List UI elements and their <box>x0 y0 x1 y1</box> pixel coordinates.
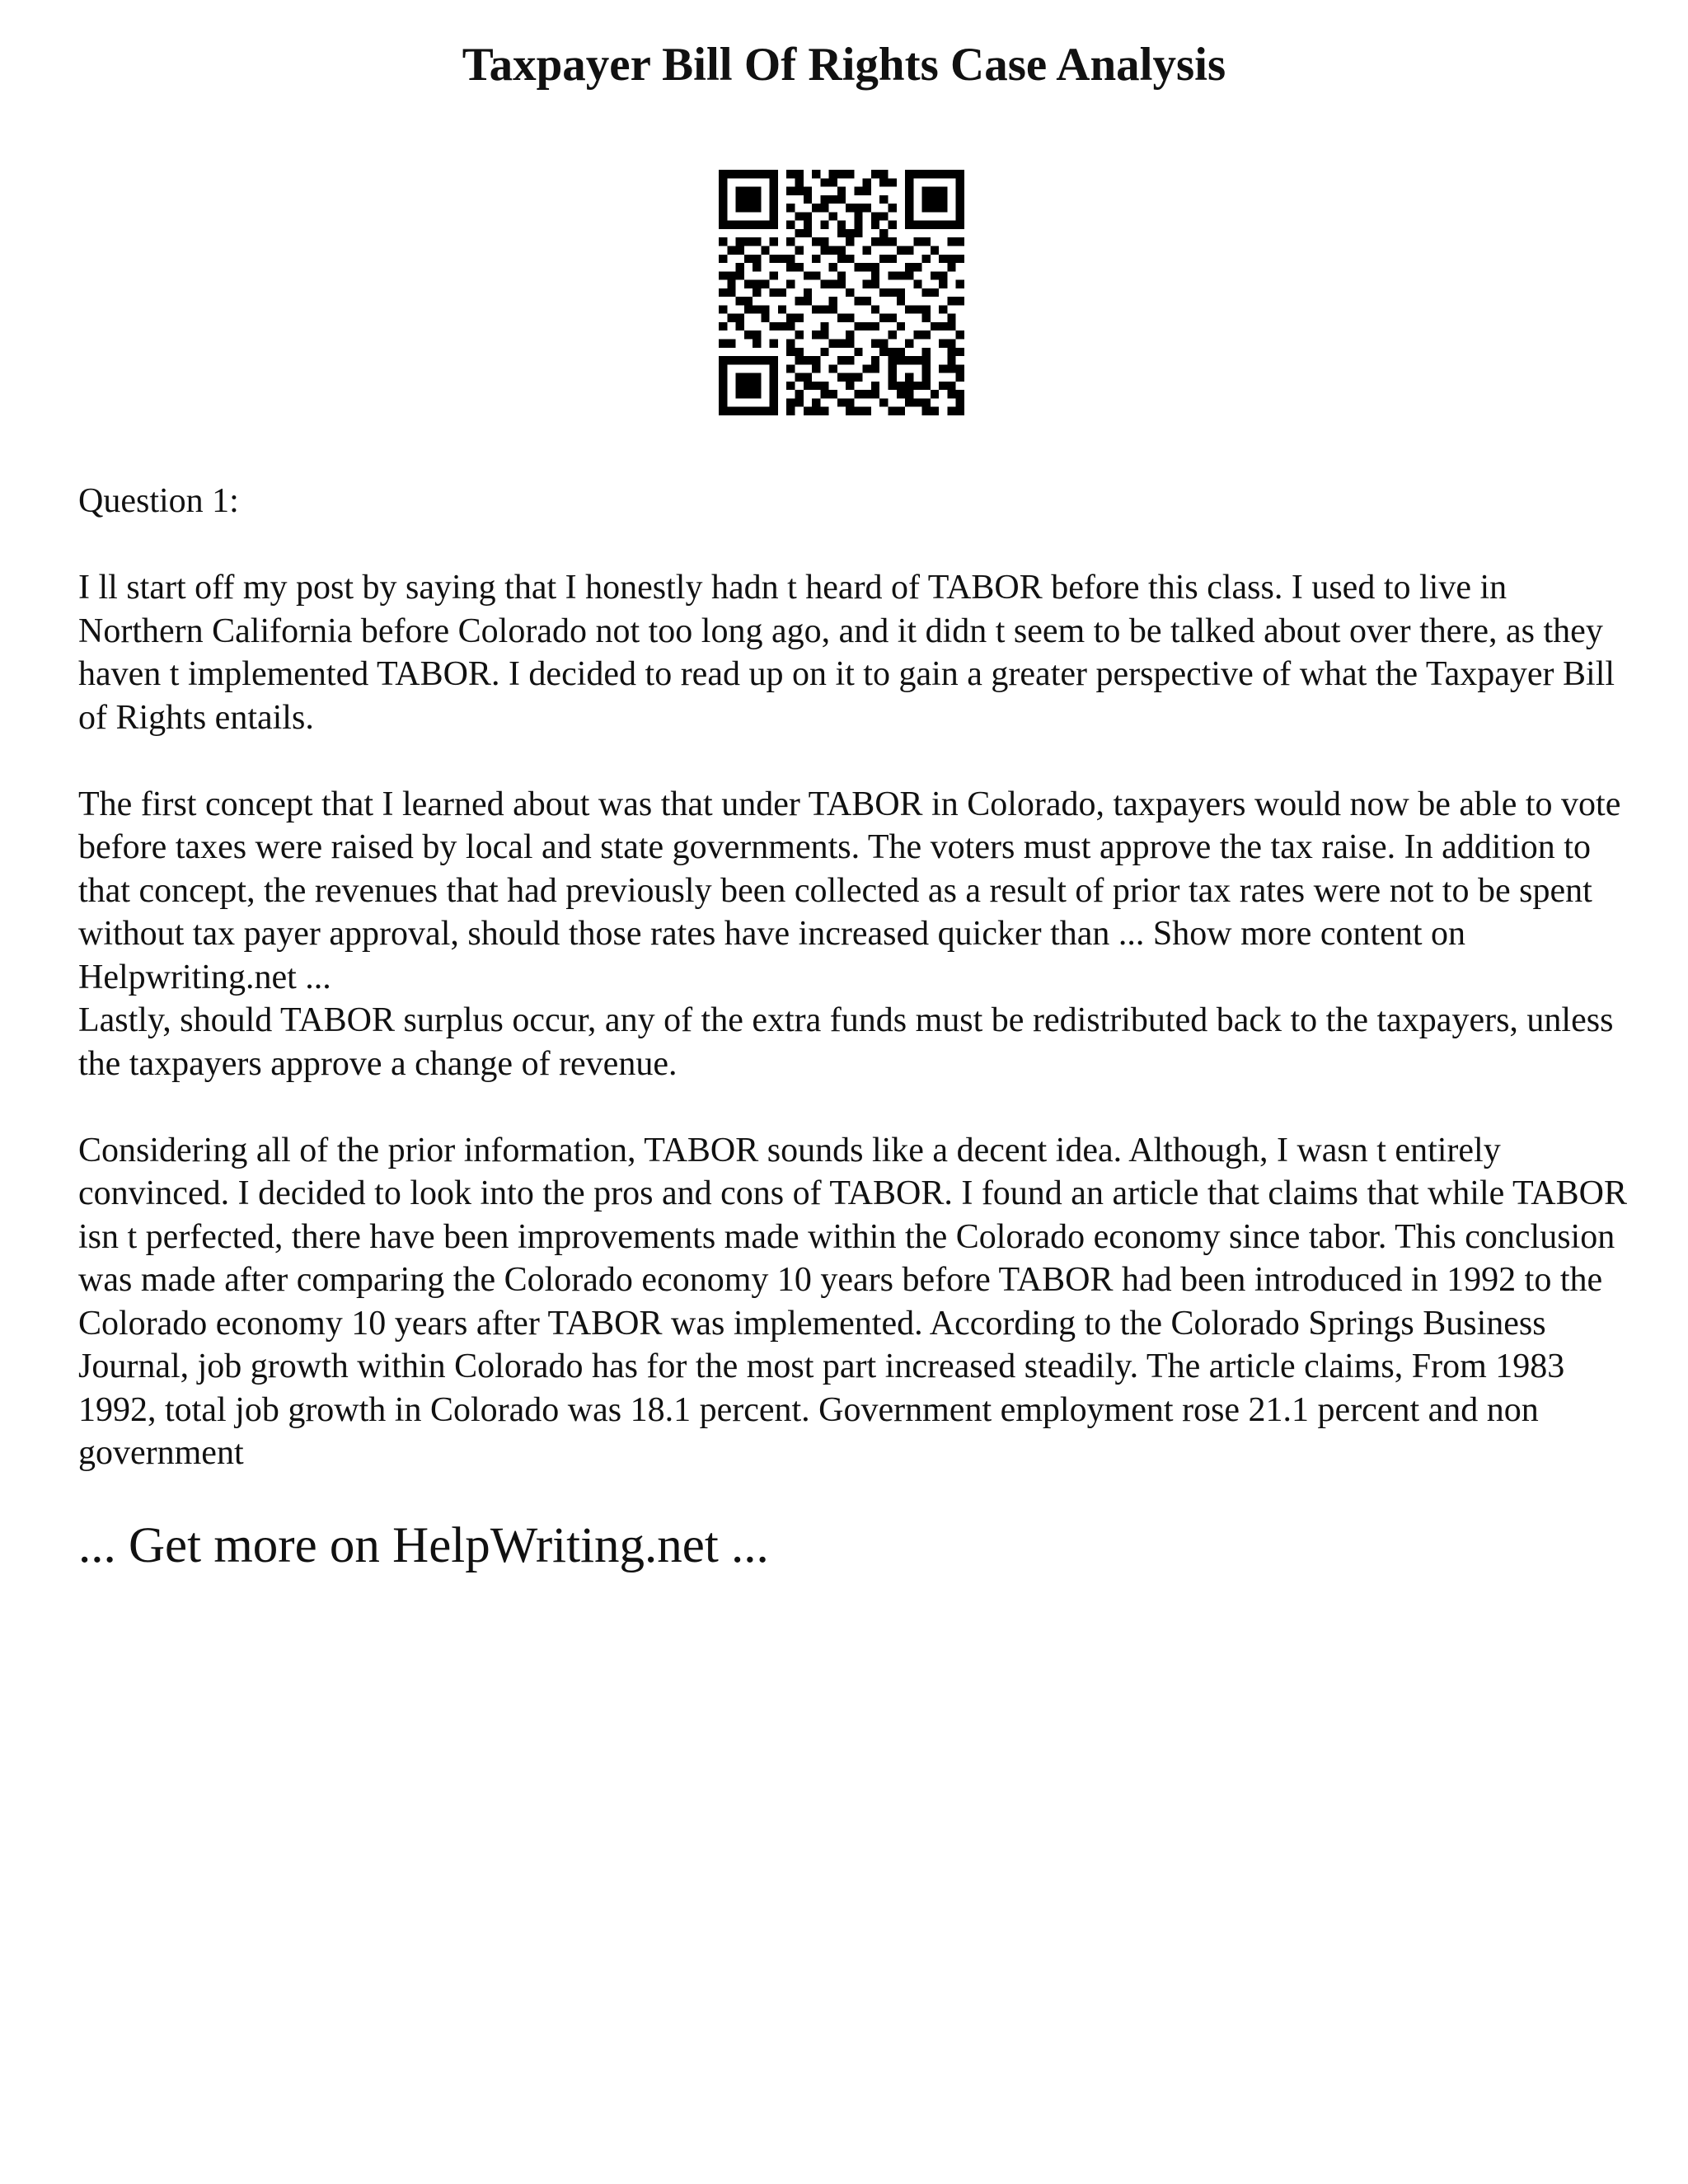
article-body <box>78 480 1628 1518</box>
qr-code-image <box>719 170 964 415</box>
paragraph-tabor-concepts: The first concept that I learned about was that under TABOR in Colorado, taxpayers would now be able to vote before taxes were raised by local and state governments. The voters must approve the tax raise. In addition to that concept, the revenues that had previously been collected as a result of prior tax rates were not to be spent without tax payer approval, should those rates have increased quicker than ... Show more content on Helpwriting.net ... <box>78 785 1621 996</box>
page-title: Taxpayer Bill Of Rights Case Analysis <box>462 39 1226 91</box>
paragraph-intro: I ll start off my post by saying that I honestly hadn t heard of TABOR before this class. I used to live in Northern California before Colorado not too long ago, and it didn t seem to be talked about over there, as they haven t implemented TABOR. I decided to read up on it to gain a greater perspective of what the Taxpayer Bill of Rights entails. <box>78 569 1615 737</box>
paragraph-analysis: Considering all of the prior information, TABOR sounds like a decent idea. Although, I wasn t entirely convinced. I decided to look into the pros and cons of TABOR. I found an article that claims that while TABOR isn t perfected, there have been improvements made within the Colorado economy since tabor. This conclusion was made after comparing the Colorado economy 10 years before TABOR had been introduced in 1992 to the Colorado economy 10 years after TABOR was implemented. According to the Colorado Springs Business Journal, job growth within Colorado has for the most part increased steadily. The article claims, From 1983 1992, total job growth in Colorado was 18.1 percent. Government employment rose 21.1 percent and non government <box>78 1131 1627 1472</box>
get-more-link[interactable]: ... Get more on HelpWriting.net ... <box>78 1518 769 1573</box>
qr-code-icon <box>719 170 964 415</box>
question-label: Question 1: <box>78 482 239 520</box>
paragraph-surplus: Lastly, should TABOR surplus occur, any of the extra funds must be redistributed back to the taxpayers, unless the taxpayers approve a change of revenue. <box>78 1001 1614 1083</box>
